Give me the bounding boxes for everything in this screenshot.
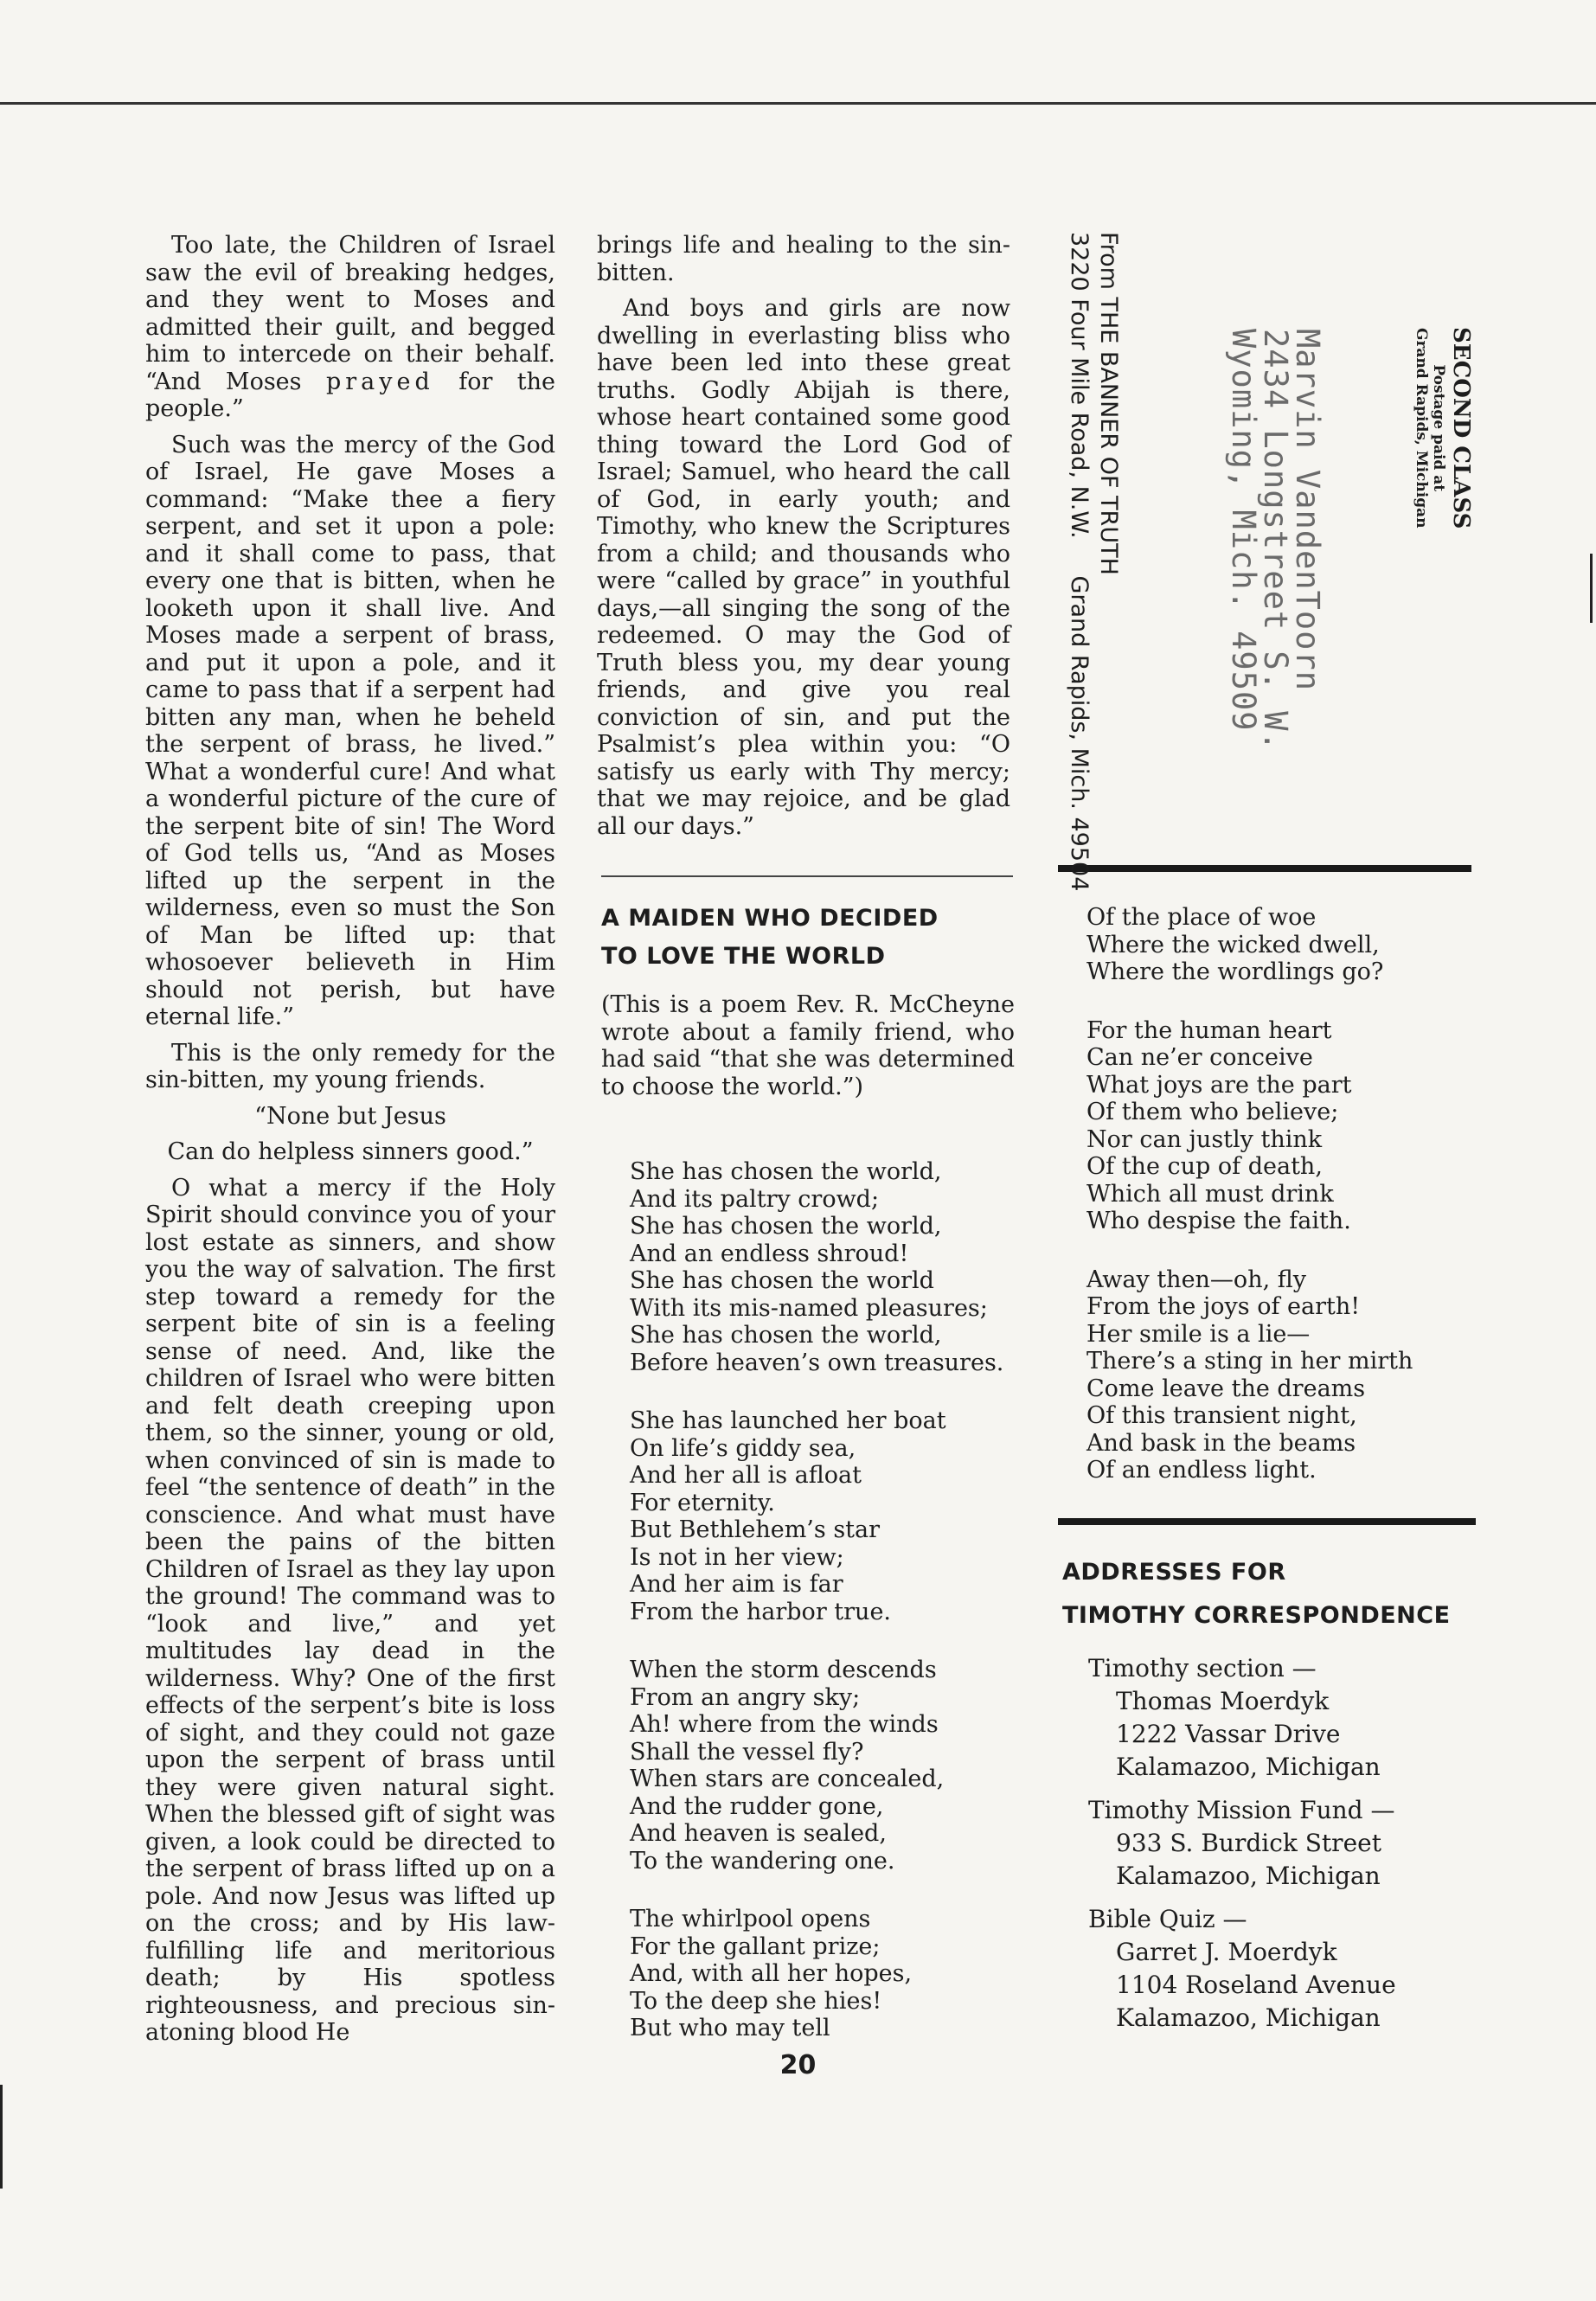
poem-stanza xyxy=(1086,904,1413,986)
section-divider-thick xyxy=(1058,1518,1476,1525)
article-paragraph: Such was the mercy of the God of Israel, He gave Moses a command: “Make thee a fiery serpent, and set it upon a pole: and it shall come to pass, that every one that is bitten, when he looketh upon it shall live. And Moses made a serpent of brass, and put it upon a pole, and it came to pass that if a serpent had bitten any man, when he beheld the serpent of brass, he lived.” What a wonderful cure! And what a wonderful picture of the cure of the serpent bite of sin! The Word of God tells us, “And as Moses lifted up the serpent in the wilderness, even so must the Son of Man be lifted up: that whosoever believeth in Him should not perish, but have eternal life.” xyxy=(145,431,555,1030)
address-list xyxy=(1088,1652,1503,2045)
address-entry xyxy=(1088,1794,1503,1893)
poem-stanza xyxy=(1086,1266,1413,1484)
poem-line: And heaven is sealed, xyxy=(630,1820,887,1847)
poem-line: There’s a sting in her mirth xyxy=(1086,1348,1413,1375)
left-edge-mark xyxy=(0,2085,3,2189)
article-column-1 xyxy=(145,232,555,2055)
poem-line: For eternity. xyxy=(630,1489,775,1516)
poem-line: She has launched her boat xyxy=(630,1407,946,1434)
poem-line: She has chosen the world, xyxy=(630,1322,942,1349)
poem-line: Can ne’er conceive xyxy=(1086,1044,1313,1071)
addresses-title: ADDRESSES FOR TIMOTHY CORRESPONDENCE xyxy=(1062,1559,1451,1629)
poem-line: Is not in her view; xyxy=(630,1543,844,1571)
poem-line: But who may tell xyxy=(630,2015,830,2041)
poem-line: Ah! where from the winds xyxy=(630,1711,939,1738)
poem-line: Of the cup of death, xyxy=(1086,1153,1323,1180)
address-line: Kalamazoo, Michigan xyxy=(1116,1862,1381,1890)
hymn-quote-line: “None but Jesus xyxy=(254,1102,446,1130)
poem-line: For the gallant prize; xyxy=(630,1932,881,1960)
section-divider xyxy=(601,875,1013,877)
poem-line: Which all must drink xyxy=(1086,1180,1334,1208)
poem-line: From the harbor true. xyxy=(630,1598,892,1625)
address-label: Timothy section — xyxy=(1088,1654,1317,1682)
article-paragraph: O what a mercy if the Holy Spirit should convince you of your lost estate as sinners, and show you the way of salvation. The first step toward a remedy for the serpent bite of sin is a feeling sense of need. And, like the children of Israel who were bitten and felt death creeping upon them, so the sinner, young or old, when convinced of sin is made to feel “the sentence of death” in the conscience. And what must have been the pains of the bitten Children of Israel as they lay upon the ground! The command was to “look and live,” and yet multitudes lay dead in the wilderness. Why? One of the first effects of the serpent’s bite is loss of sight, and they could not gaze upon the serpent of brass until they were given natural sight. When the blessed gift of sight was given, a look could be directed to the serpent of brass lifted up on a pole. And now Jesus was lifted up on the cross; and by His law-fulfilling life and meritorious death; by His spotless righteousness, and precious sin-atoning blood He xyxy=(145,1174,555,2046)
poem-line: Nor can justly think xyxy=(1086,1125,1323,1153)
poem-line: When stars are concealed, xyxy=(630,1766,945,1792)
address-line: 1104 Roseland Avenue xyxy=(1116,1971,1396,1999)
poem-stanza xyxy=(1086,1017,1413,1235)
address-label: Timothy Mission Fund — xyxy=(1088,1796,1395,1824)
poem-line: And her all is afloat xyxy=(630,1462,862,1489)
return-address: From THE BANNER OF TRUTH 3220 Four Mile Road, N.W. Grand Rapids, Mich. 49504 xyxy=(1066,232,1122,892)
poem-line: With its mis-named pleasures; xyxy=(630,1294,988,1322)
poem-line: And the rudder gone, xyxy=(630,1792,884,1820)
poem-line: She has chosen the world, xyxy=(630,1213,942,1240)
poem-line: Come leave the dreams xyxy=(1086,1375,1366,1402)
address-label: Bible Quiz — xyxy=(1088,1905,1247,1933)
poem-line: To the wandering one. xyxy=(630,1847,895,1875)
poem-line: And, with all her hopes, xyxy=(630,1960,913,1987)
poem-line: And an endless shroud! xyxy=(630,1240,909,1267)
poem-stanza xyxy=(630,1407,1003,1625)
poem-line: Of them who believe; xyxy=(1086,1099,1339,1125)
address-line: Kalamazoo, Michigan xyxy=(1116,2003,1381,2032)
article-paragraph: brings life and healing to the sin-bitten. xyxy=(597,232,1010,286)
poem-line: From the joys of earth! xyxy=(1086,1293,1361,1320)
poem-line: Shall the vessel fly? xyxy=(630,1738,864,1766)
right-edge-mark xyxy=(1590,554,1593,623)
poem-line: Of an endless light. xyxy=(1086,1457,1317,1484)
poem-line: Her smile is a lie— xyxy=(1086,1320,1311,1348)
poem-line: On life’s giddy sea, xyxy=(630,1434,856,1462)
poem-line: She has chosen the world, xyxy=(630,1158,942,1185)
poem-line: Who despise the faith. xyxy=(1086,1208,1351,1234)
poem-column-right xyxy=(1086,904,1413,1516)
address-line: 1222 Vassar Drive xyxy=(1116,1720,1341,1748)
poem-stanza xyxy=(630,1158,1003,1376)
poem-stanza xyxy=(630,1906,1003,2042)
address-line: Garret J. Moerdyk xyxy=(1116,1938,1337,1966)
poem-line: For the human heart xyxy=(1086,1016,1332,1044)
poem-line: And bask in the beams xyxy=(1086,1429,1356,1457)
poem-line: The whirlpool opens xyxy=(630,1906,871,1932)
address-line: Thomas Moerdyk xyxy=(1116,1687,1330,1715)
poem-line: She has chosen the world xyxy=(630,1267,934,1294)
address-line: Kalamazoo, Michigan xyxy=(1116,1753,1381,1781)
article-paragraph: And boys and girls are now dwelling in everlasting bliss who have been led into these great truths. Godly Abijah is there, whose heart contained some good thing toward the Lord God of Israel; Samuel, who heard the call of God, in early youth; and Timothy, who knew the Scriptures from a child; and thousands who were “called by grace” in youthful days,—all singing the song of the redeemed. O may the God of Truth bless you, my dear young friends, and give you real conviction of sin, and put the Psalmist’s plea within you: “O satisfy us early with Thy mercy; that we may rejoice, and be glad all our days.” xyxy=(597,295,1010,840)
address-entry xyxy=(1088,1652,1503,1784)
postage-indicia: SECOND CLASS Postage paid at Grand Rapids, Michigan xyxy=(1413,327,1474,529)
poem-line: To the deep she hies! xyxy=(630,1987,882,2015)
poem-line: Before heaven’s own treasures. xyxy=(630,1349,1004,1376)
article-paragraph: Too late, the Children of Israel saw the evil of breaking hedges, and they went to Moses and admitted their guilt, and begged him to intercede on their behalf. “And Moses prayed for the people.” xyxy=(145,232,555,422)
poem-column-left xyxy=(630,1158,1003,2073)
poem-line: Of this transient night, xyxy=(1086,1402,1357,1429)
recipient-address: Marvin VandenToorn 2434 Longstreet S. W. Wyoming, Mich. 49509 xyxy=(1225,329,1326,752)
poem-intro: (This is a poem Rev. R. McCheyne wrote about a family friend, who had said “that she was determined to choose the world.”) xyxy=(601,991,1015,1100)
article-column-2 xyxy=(597,232,1010,849)
poem-line: Of the place of woe xyxy=(1086,904,1317,931)
poem-line: When the storm descends xyxy=(630,1657,937,1683)
poem-line: From an angry sky; xyxy=(630,1683,861,1711)
address-entry xyxy=(1088,1903,1503,2035)
poem-stanza xyxy=(630,1657,1003,1875)
poem-line: Where the wordlings go? xyxy=(1086,958,1384,985)
poem-line: Where the wicked dwell, xyxy=(1086,931,1380,958)
poem-line: What joys are the part xyxy=(1086,1071,1352,1099)
poem-title: A MAIDEN WHO DECIDED TO LOVE THE WORLD xyxy=(601,905,939,970)
poem-line: Away then—oh, fly xyxy=(1086,1266,1307,1293)
article-paragraph: This is the only remedy for the sin-bitten, my young friends. xyxy=(145,1039,555,1093)
hymn-quote-line: Can do helpless sinners good.” xyxy=(167,1138,534,1165)
top-border xyxy=(0,102,1596,105)
poem-line: And its paltry crowd; xyxy=(630,1185,880,1213)
poem-line: But Bethlehem’s star xyxy=(630,1516,881,1543)
address-line: 933 S. Burdick Street xyxy=(1116,1829,1381,1857)
page-number: 20 xyxy=(779,2050,817,2080)
poem-line: And her aim is far xyxy=(630,1571,843,1598)
